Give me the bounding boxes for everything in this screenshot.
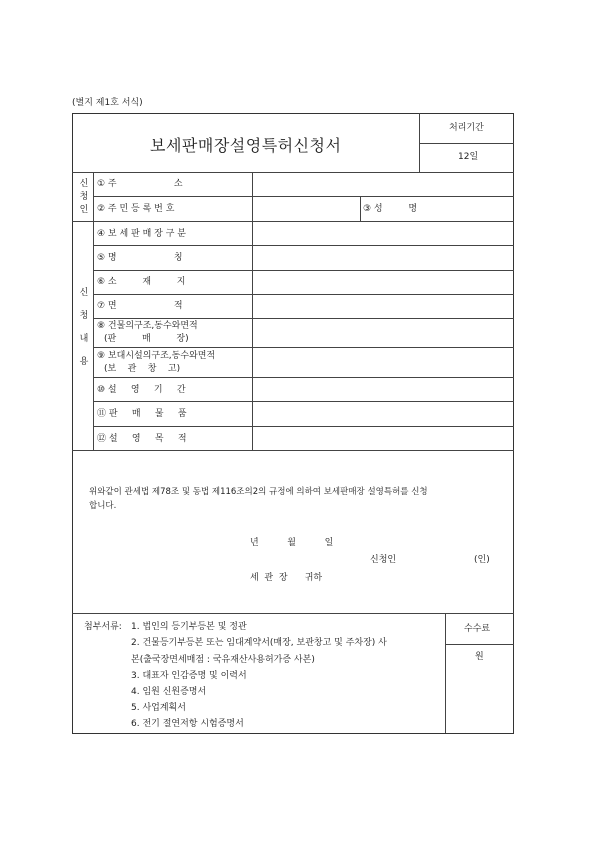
area-label: ⑦ 면 적 — [97, 301, 183, 311]
divider — [72, 450, 514, 451]
store-name-label: ⑤ 명 칭 — [97, 253, 183, 263]
statement-line-2: 합니다. — [89, 501, 117, 511]
store-type-label: ④ 보 세 판 매 장 구 분 — [97, 229, 186, 239]
fee-label: 수수료 — [464, 624, 491, 634]
attachment-item: 3. 대표자 인감증명 및 이력서 — [131, 671, 247, 681]
processing-period-value: 12일 — [458, 152, 479, 162]
warehouse-structure-label: ⑨ 보대시설의구조,동수와면적 — [97, 351, 216, 361]
signer-label: 신청인 — [370, 555, 397, 565]
store-type-field[interactable] — [253, 222, 513, 244]
form-title: 보세판매장설영특허신청서 — [150, 136, 342, 155]
divider — [72, 613, 514, 614]
applicant-side-label: 신 청 인 — [79, 179, 89, 215]
period-label: ⑩ 설 영 기 간 — [97, 385, 186, 395]
attachments-label: 첨부서류: — [84, 622, 122, 632]
building-structure-label: ⑧ 건물의구조,동수와면적 — [97, 321, 198, 331]
warehouse-structure-field[interactable] — [253, 348, 513, 376]
registration-number-label: ② 주 민 등 록 번 호 — [97, 204, 175, 214]
attachment-item: 5. 사업계획서 — [131, 703, 186, 713]
attachment-item: 4. 임원 신원증명서 — [131, 687, 207, 697]
fee-unit: 원 — [475, 652, 484, 662]
purpose-label: ⑫ 설 영 목 적 — [97, 434, 187, 444]
divider — [360, 196, 361, 221]
processing-period-label: 처리기간 — [449, 123, 484, 133]
statement-line-1: 위와같이 관세법 제78조 및 동법 제116조의2의 규정에 의하여 보세판매장 설영특허를 신청 — [89, 487, 428, 497]
divider — [93, 172, 94, 450]
goods-field[interactable] — [253, 402, 513, 425]
attachment-item: 6. 전기 절연저항 시험증명서 — [131, 719, 244, 729]
store-name-field[interactable] — [253, 246, 513, 269]
registration-number-field[interactable] — [253, 197, 359, 220]
form-label: (별지 제1호 서식) — [72, 98, 143, 108]
period-field[interactable] — [253, 378, 513, 400]
name-field[interactable] — [430, 197, 513, 220]
purpose-field[interactable] — [253, 427, 513, 449]
date-line: 년 월 일 — [250, 538, 334, 548]
building-structure-sublabel: (판 매 장) — [104, 334, 189, 344]
building-structure-field[interactable] — [253, 319, 513, 346]
name-label: ③ 성 명 — [363, 204, 418, 214]
address-field[interactable] — [253, 173, 513, 195]
seal-mark: (인) — [474, 555, 490, 565]
addressee: 세 관 장 귀하 — [250, 573, 323, 583]
content-side-label: 신 청 내 용 — [79, 288, 89, 367]
area-field[interactable] — [253, 295, 513, 317]
attachment-item: 본(출국장면세매점 : 국유재산사용허가증 사본) — [131, 655, 315, 665]
location-label: ⑥ 소 재 지 — [97, 277, 186, 287]
fee-field[interactable] — [446, 645, 513, 733]
location-field[interactable] — [253, 271, 513, 293]
address-label: ① 주 소 — [97, 179, 183, 189]
goods-label: ⑪ 판 매 물 품 — [97, 409, 187, 419]
attachment-item: 1. 법인의 등기부등본 및 정관 — [131, 622, 247, 632]
attachment-item: 2. 건물등기부등본 또는 임대계약서(매장, 보관창고 및 주차장) 사 — [131, 638, 387, 648]
divider — [419, 143, 514, 144]
warehouse-structure-sublabel: (보 관 창 고) — [104, 364, 181, 374]
